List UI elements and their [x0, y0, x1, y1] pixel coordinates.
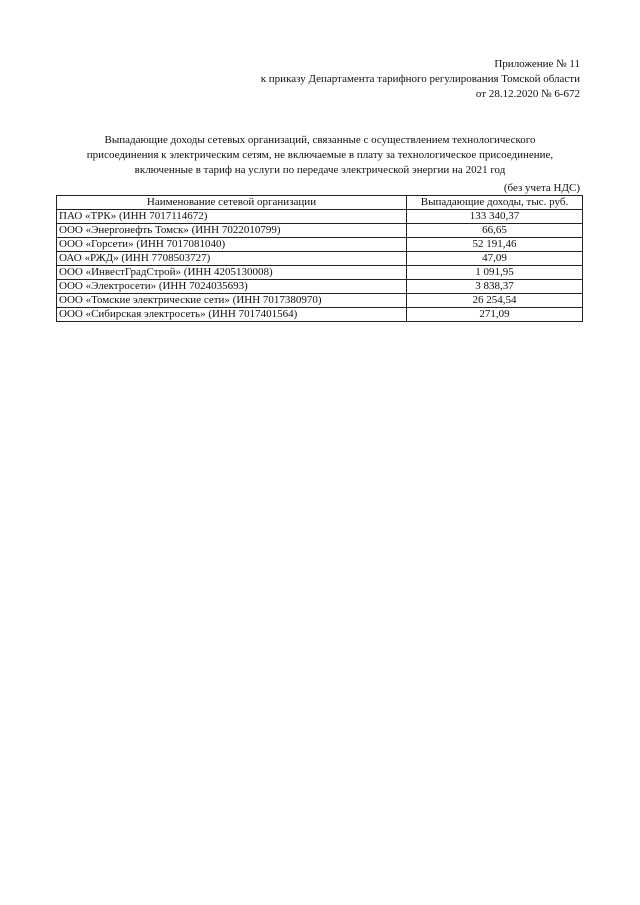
revenue-cell: 271,09 — [407, 308, 583, 322]
attachment-number: Приложение № 11 — [494, 58, 580, 70]
attachment-order-date: от 28.12.2020 № 6-672 — [475, 88, 580, 100]
revenue-cell: 52 191,46 — [407, 238, 583, 252]
organization-cell: ООО «ИнвестГрадСтрой» (ИНН 4205130008) — [57, 266, 407, 280]
table-row — [57, 308, 583, 322]
organization-cell: ООО «Томские электрические сети» (ИНН 7017380970) — [57, 294, 407, 308]
table-header-row — [57, 196, 583, 210]
organization-cell: ООО «Горсети» (ИНН 7017081040) — [57, 238, 407, 252]
revenue-cell: 47,09 — [407, 252, 583, 266]
table-row — [57, 252, 583, 266]
title-line-3: включенные в тариф на услуги по передаче электрической энергии на 2021 год — [134, 164, 506, 176]
revenue-cell: 133 340,37 — [407, 210, 583, 224]
organization-cell: ООО «Энергонефть Томск» (ИНН 7022010799) — [57, 224, 407, 238]
organization-cell: ООО «Электросети» (ИНН 7024035693) — [57, 280, 407, 294]
organization-cell: ОАО «РЖД» (ИНН 7708503727) — [57, 252, 407, 266]
table-row — [57, 294, 583, 308]
vat-note: (без учета НДС) — [503, 182, 580, 194]
document-title — [56, 133, 584, 178]
revenue-cell: 1 091,95 — [407, 266, 583, 280]
revenue-cell: 66,65 — [407, 224, 583, 238]
revenue-cell: 3 838,37 — [407, 280, 583, 294]
column-header-revenue: Выпадающие доходы, тыс. руб. — [407, 196, 583, 210]
table-row — [57, 266, 583, 280]
table-row — [57, 238, 583, 252]
organization-cell: ООО «Сибирская электросеть» (ИНН 7017401564) — [57, 308, 407, 322]
table-row — [57, 210, 583, 224]
table-row — [57, 280, 583, 294]
table-row — [57, 224, 583, 238]
revenue-cell: 26 254,54 — [407, 294, 583, 308]
revenue-table — [56, 195, 583, 322]
column-header-organization: Наименование сетевой организации — [57, 196, 407, 210]
title-line-2: присоединения к электрическим сетям, не включаемые в плату за технологическое присоединение, — [86, 149, 554, 161]
attachment-header — [261, 57, 580, 102]
attachment-order-reference: к приказу Департамента тарифного регулирования Томской области — [260, 73, 580, 85]
organization-cell: ПАО «ТРК» (ИНН 7017114672) — [57, 210, 407, 224]
title-line-1: Выпадающие доходы сетевых организаций, связанные с осуществлением технологического — [104, 134, 536, 146]
